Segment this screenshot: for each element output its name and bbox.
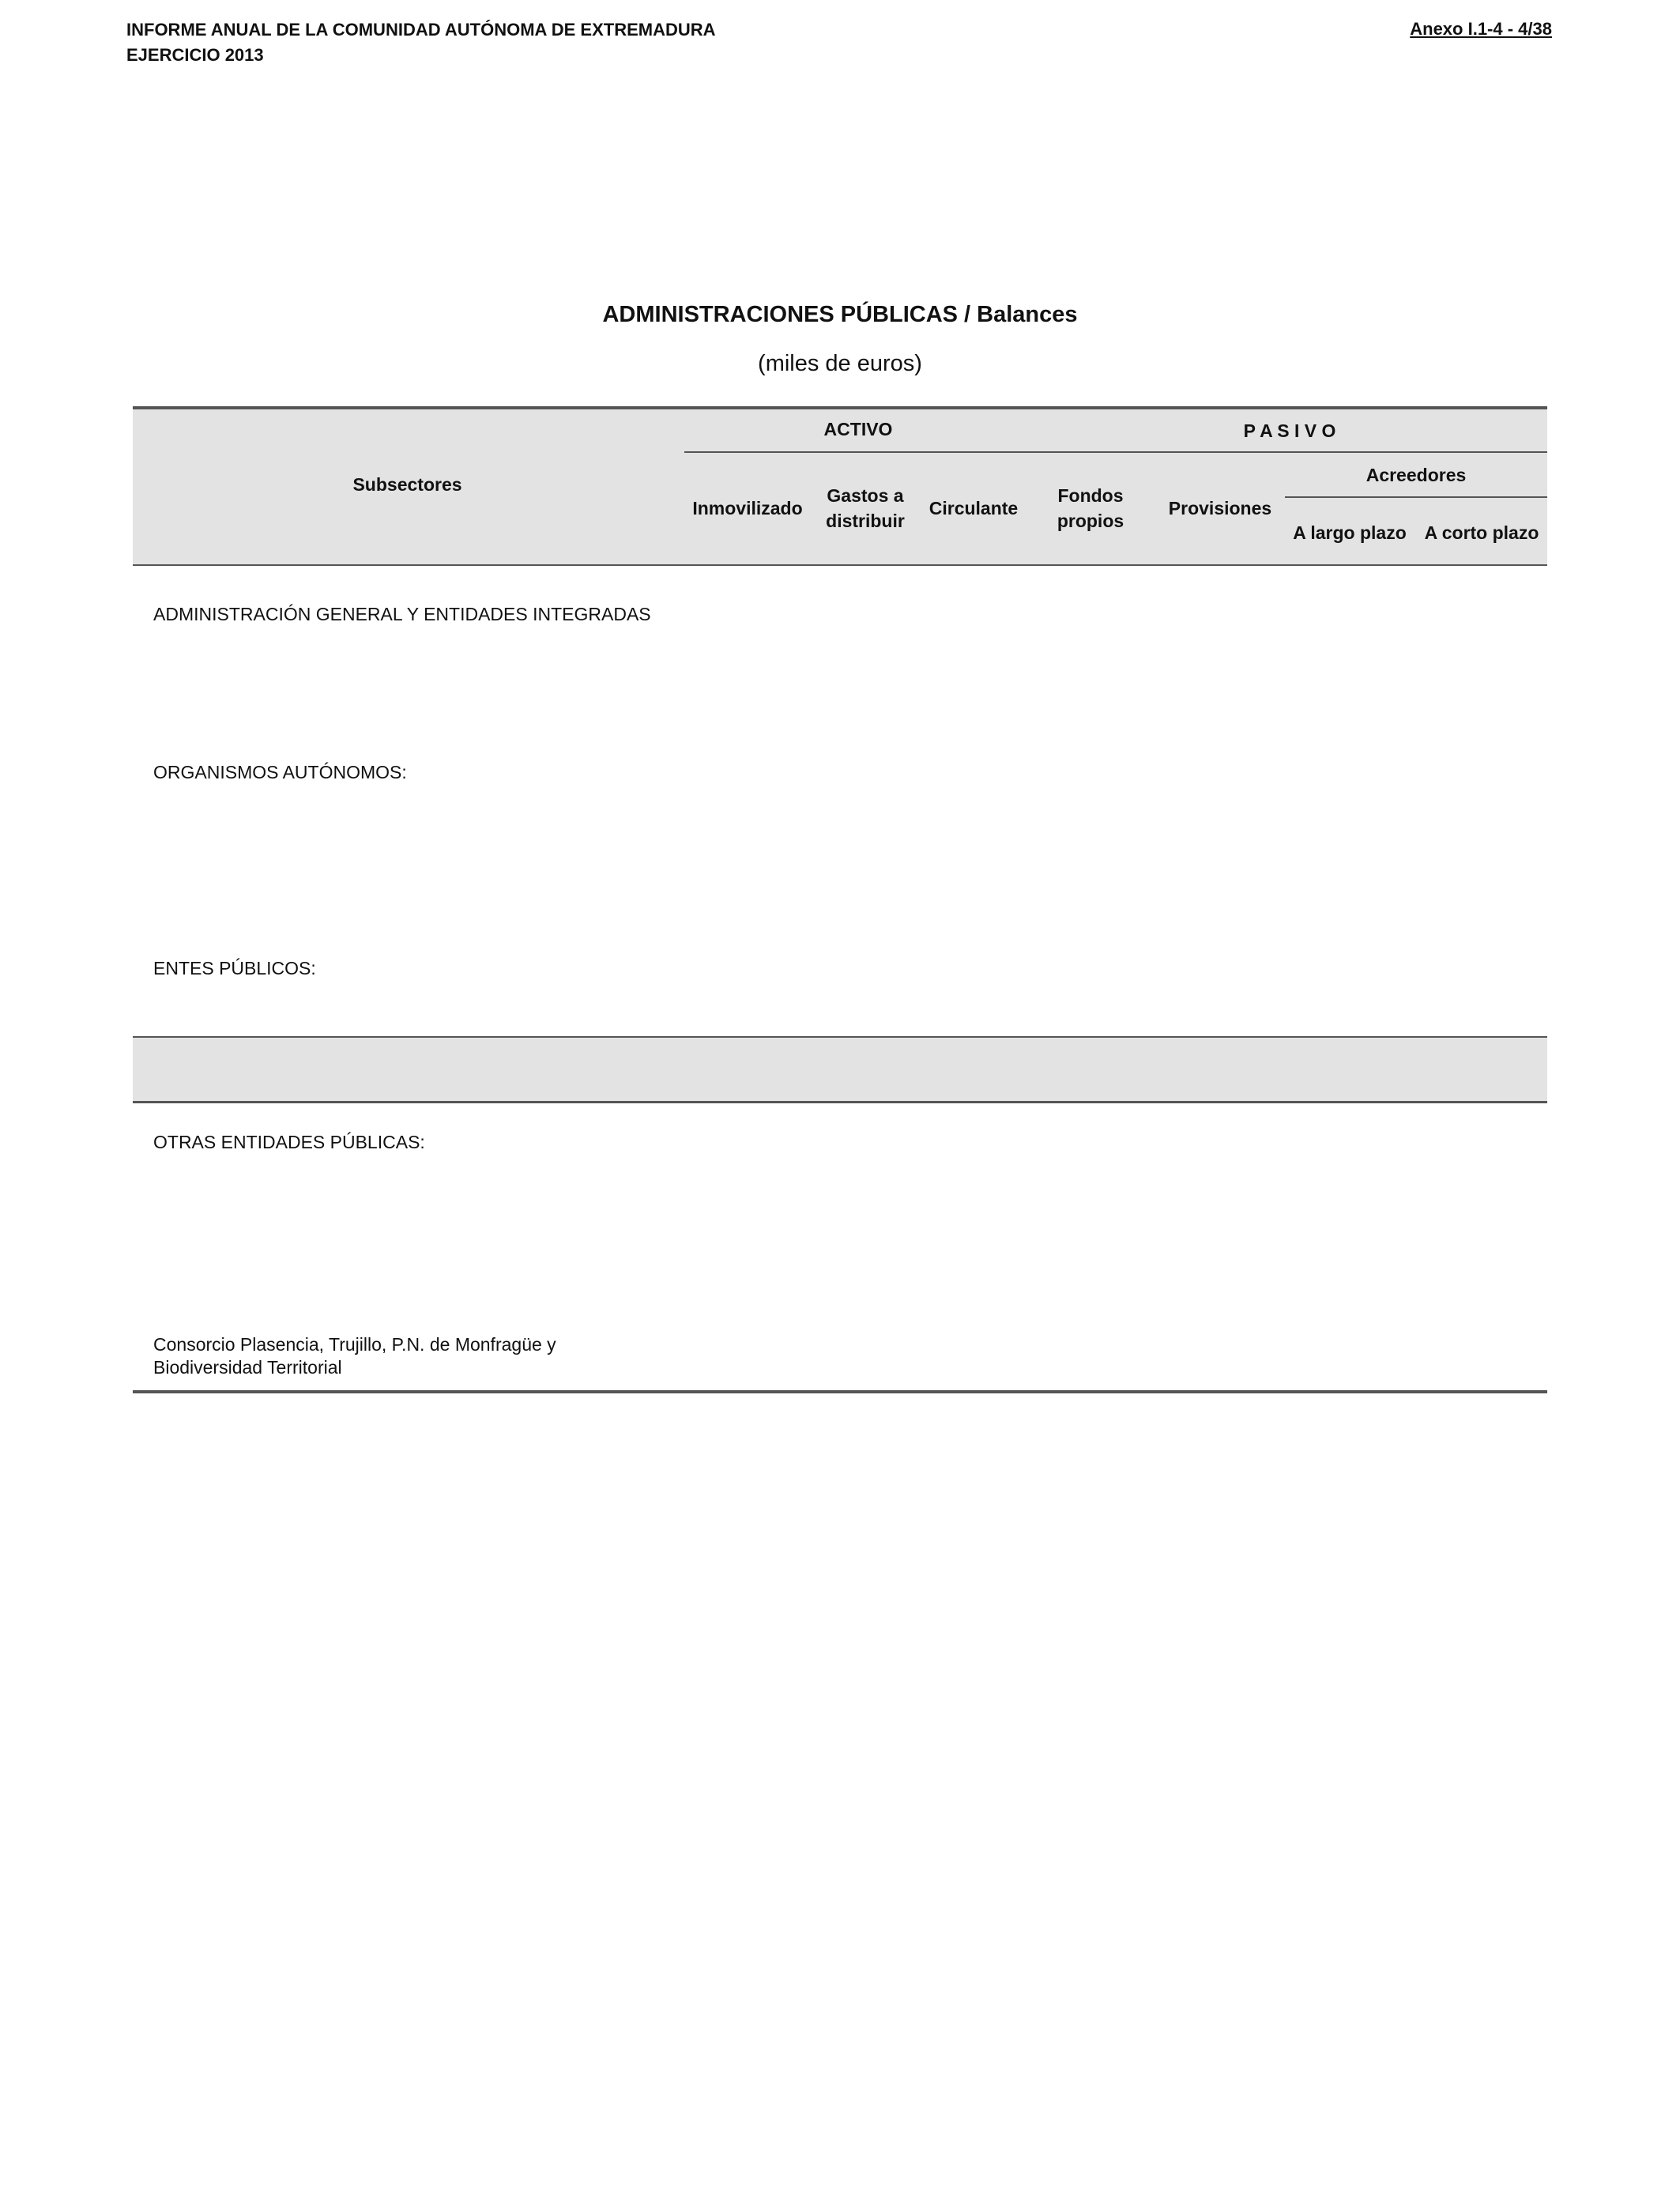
section-otras: OTRAS ENTIDADES PÚBLICAS: bbox=[153, 1132, 425, 1152]
header-inmovilizado: Inmovilizado bbox=[692, 498, 803, 518]
header-gastos-line1: Gastos a bbox=[827, 485, 904, 506]
row-label-line2: Biodiversidad Territorial bbox=[153, 1357, 342, 1378]
header-corto-plazo: A corto plazo bbox=[1424, 522, 1539, 543]
page-title: ADMINISTRACIONES PÚBLICAS / Balances bbox=[602, 302, 1078, 327]
header-pasivo: P A S I V O bbox=[1243, 420, 1336, 441]
row-label-line1: Consorcio Plasencia, Trujillo, P.N. de Monfragüe y bbox=[153, 1334, 556, 1355]
table-bottom-border bbox=[133, 1390, 1547, 1393]
header-fondos-line2: propios bbox=[1057, 511, 1124, 531]
header-bottom-border bbox=[133, 564, 1547, 566]
header-acreedores: Acreedores bbox=[1365, 465, 1467, 485]
header-gastos-line2: distribuir bbox=[826, 511, 905, 531]
report-header bbox=[126, 17, 716, 68]
total-bottom-border bbox=[133, 1101, 1547, 1103]
acreedores-divider bbox=[1285, 496, 1547, 498]
header-fondos-line1: Fondos bbox=[1057, 485, 1124, 506]
header-activo: ACTIVO bbox=[823, 419, 893, 439]
header-subsectores: Subsectores bbox=[352, 474, 462, 495]
activo-pasivo-divider bbox=[684, 451, 1547, 453]
annex-reference: Anexo I.1-4 - 4/38 bbox=[1410, 19, 1552, 39]
header-provisiones: Provisiones bbox=[1168, 498, 1272, 518]
table-top-border bbox=[133, 406, 1547, 409]
header-circulante: Circulante bbox=[929, 498, 1019, 518]
total-band bbox=[133, 1038, 1547, 1101]
section-entes: ENTES PÚBLICOS: bbox=[153, 958, 316, 978]
row-label: ADMINISTRACIÓN GENERAL Y ENTIDADES INTEGRADAS bbox=[153, 604, 651, 624]
header-largo-plazo: A largo plazo bbox=[1293, 522, 1407, 543]
report-year-line: EJERCICIO 2013 bbox=[126, 45, 264, 65]
report-title-line: INFORME ANUAL DE LA COMUNIDAD AUTÓNOMA DE EXTREMADURA bbox=[126, 20, 716, 40]
page-subtitle: (miles de euros) bbox=[758, 351, 922, 376]
section-organismos: ORGANISMOS AUTÓNOMOS: bbox=[153, 762, 407, 782]
